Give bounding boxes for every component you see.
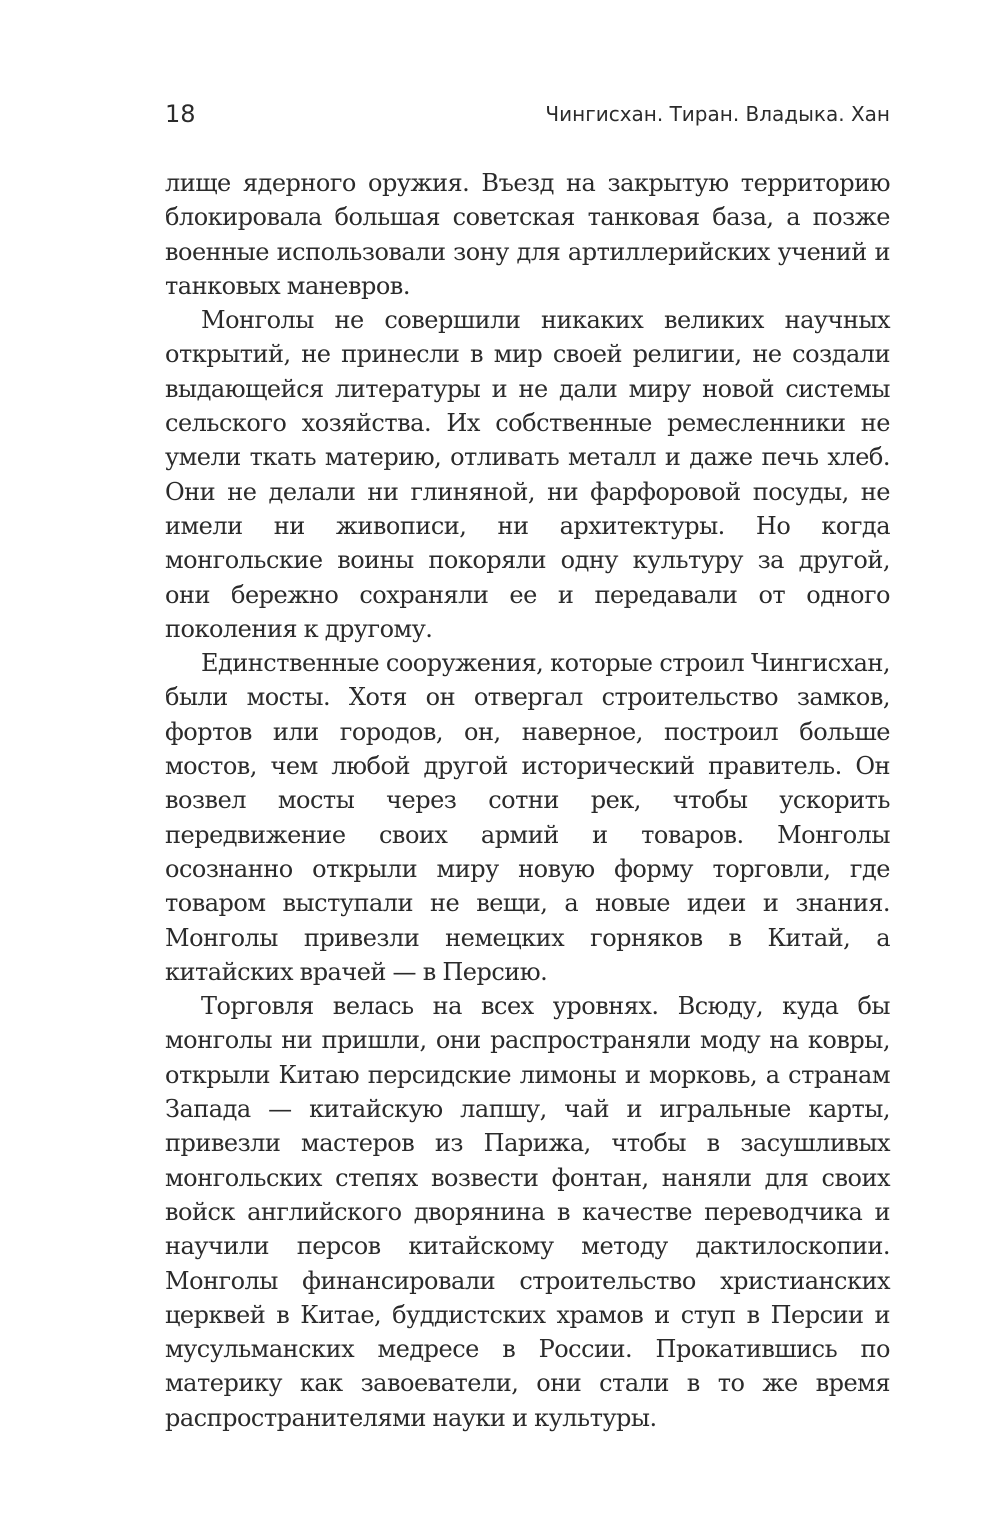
paragraph-1: лище ядерного оружия. Въезд на закрытую территорию блокировала большая советская танковая база, а позже военные использовали зону для артиллерийских учений и танковых маневров. <box>165 169 890 300</box>
paragraph-3: Единственные сооружения, которые строил Чингисхан, были мосты. Хотя он отвергал строительство замков, фортов или городов, он, наверное, построил больше мостов, чем любой другой исторический правитель. Он возвел мосты через сотни рек, чтобы ускорить передвижение своих армий и товаров. Монголы осознанно открыли миру новую форму торговли, где товаром выступали не вещи, а новые идеи и знания. Монголы привезли немецких горняков в Китай, а китайских врачей — в Персию. <box>165 649 890 986</box>
paragraph-2: Монголы не совершили никаких великих научных открытий, не принесли в мир своей религии, не создали выдающейся литературы и не дали миру новой системы сельского хозяйства. Их собственные ремесленники не умели ткать материю, отливать металл и даже печь хлеб. Они не делали ни глиняной, ни фарфоровой посуды, не имели ни живописи, ни архитектуры. Но когда монгольские воины покоряли одну культуру за другой, они бережно сохраняли ее и передавали от одного поколения к другому. <box>165 306 890 643</box>
paragraph-4: Торговля велась на всех уровнях. Всюду, куда бы монголы ни пришли, они распространяли моду на ковры, открыли Китаю персидские лимоны и морковь, а странам Запада — китайскую лапшу, чай и игральные карты, привезли мастеров из Парижа, чтобы в засушливых монгольских степях возвести фонтан, наняли для своих войск английского дворянина в качестве переводчика и научили персов китайскому методу дактилоскопии. Монголы финансировали строительство христианских церквей в Китае, буддистских храмов и ступ в Персии и мусульманских медресе в России. Прокатившись по материку как завоеватели, они стали в то же время распространителями науки и культуры. <box>165 992 890 1432</box>
page-number: 18 <box>165 100 196 128</box>
page-body-text <box>165 166 890 1435</box>
page-header <box>165 100 890 134</box>
running-title: Чингисхан. Тиран. Владыка. Хан <box>545 102 890 126</box>
